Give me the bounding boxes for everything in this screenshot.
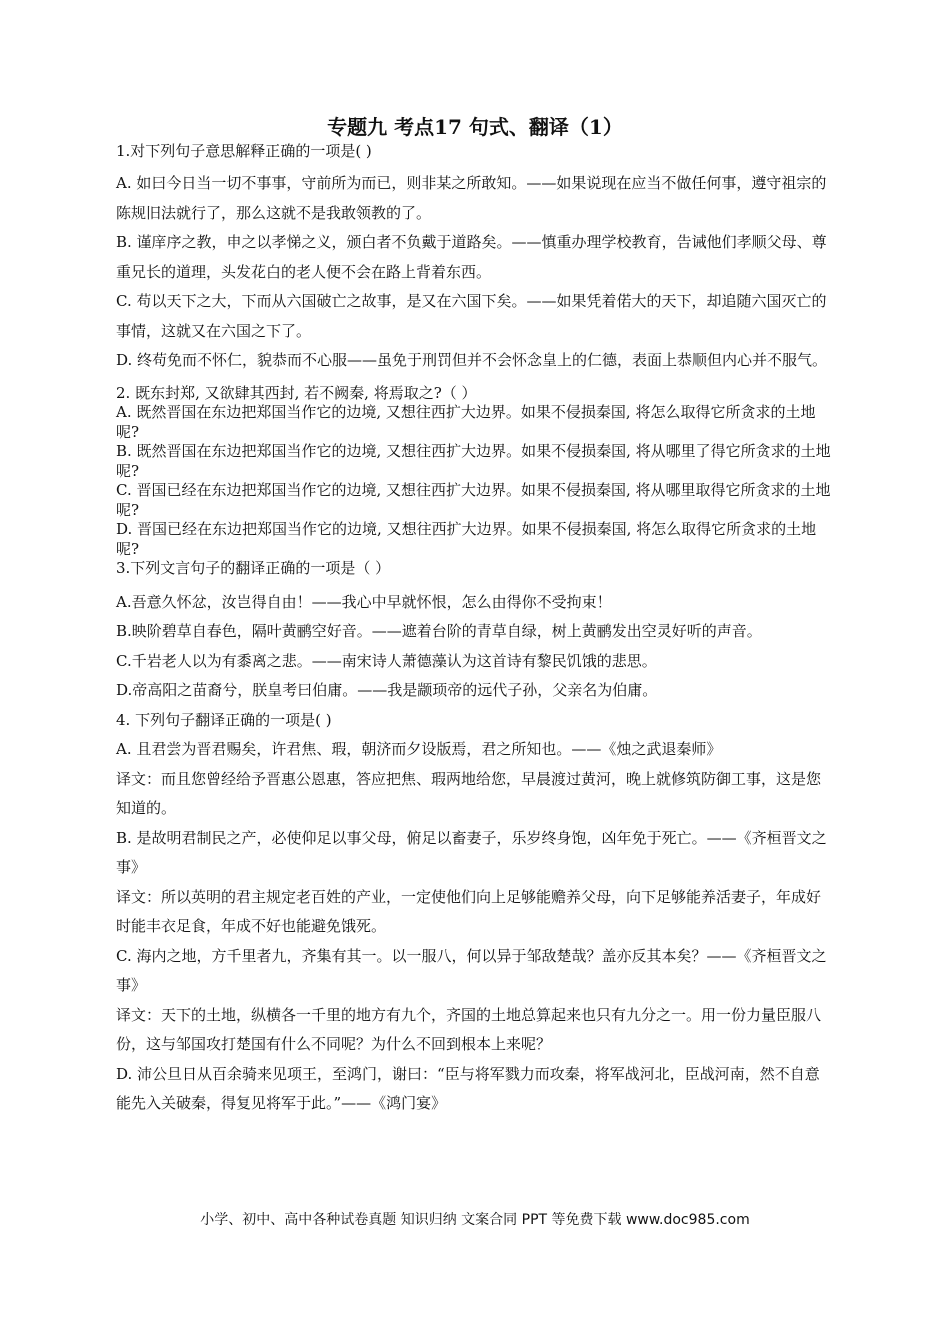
question-2-option-d: D. 晋国已经在东边把郑国当作它的边境, 又想往西扩大边界。如果不侵损秦国, 将怎么取得它所贪求的土地呢? [116, 520, 817, 558]
question-4-option-a: A. 且君尝为晋君赐矣，许君焦、瑕，朝济而夕设版焉，君之所知也。——《烛之武退秦师》 [116, 740, 722, 758]
page-title: 专题九 考点17 句式、翻译（1） [327, 115, 623, 139]
question-2-option-a: A. 既然晋国在东边把郑国当作它的边境, 又想往西扩大边界。如果不侵损秦国, 将怎么取得它所贪求的土地呢? [116, 403, 816, 441]
question-4-option-b-translation: 译文：所以英明的君主规定老百姓的产业，一定使他们向上足够能赡养父母，向下足够能养活妻子，年成好时能丰衣足食，年成不好也能避免饿死。 [116, 887, 822, 935]
question-content [116, 141, 832, 1119]
question-1-option-a: A. 如曰今日当一切不事事，守前所为而已，则非某之所敢知。——如果说现在应当不做任何事，遵守祖宗的陈规旧法就行了，那么这就不是我敢领教的了。 [116, 174, 827, 222]
question-1-option-c: C. 苟以天下之大，下而从六国破亡之故事，是又在六国下矣。——如果凭着偌大的天下，却追随六国灭亡的事情，这就又在六国之下了。 [116, 292, 827, 340]
question-4-option-c: C. 海内之地，方千里者九，齐集有其一。以一服八，何以异于邹敌楚哉？盖亦反其本矣？——《齐桓晋文之事》 [116, 946, 827, 994]
question-4-option-b: B. 是故明君制民之产，必使仰足以事父母，俯足以畜妻子，乐岁终身饱，凶年免于死亡。——《齐桓晋文之事》 [116, 828, 827, 876]
question-4-option-a-translation: 译文：而且您曾经给予晋惠公恩惠，答应把焦、瑕两地给您，早晨渡过黄河，晚上就修筑防御工事，这是您知道的。 [116, 769, 822, 817]
question-3-option-a: A.吾意久怀忿，汝岂得自由！——我心中早就怀恨，怎么由得你不受拘束！ [116, 592, 612, 611]
question-3-option-c: C.千岩老人以为有黍离之悲。——南宋诗人萧德藻认为这首诗有黎民饥饿的悲思。 [116, 651, 657, 670]
question-2-option-c: C. 晋国已经在东边把郑国当作它的边境, 又想往西扩大边界。如果不侵损秦国, 将从哪里取得它所贪求的土地呢? [116, 481, 831, 519]
page-footer: 小学、初中、高中各种试卷真题 知识归纳 文案合同 PPT 等免费下载 www.doc985.com [200, 1212, 750, 1228]
question-2-option-b: B. 既然晋国在东边把郑国当作它的边境, 又想往西扩大边界。如果不侵损秦国, 将从哪里了得它所贪求的土地呢? [116, 442, 831, 480]
question-3-stem: 3.下列文言句子的翻译正确的一项是（ ） [116, 559, 391, 577]
question-1-stem: 1.对下列句子意思解释正确的一项是( ) [116, 142, 372, 160]
question-4-option-c-translation: 译文：天下的土地，纵横各一千里的地方有九个，齐国的土地总算起来也只有九分之一。用一份力量臣服八份，这与邹国攻打楚国有什么不同呢？为什么不回到根本上来呢？ [116, 1005, 822, 1053]
question-4-option-d: D. 沛公旦日从百余骑来见项王，至鸿门，谢曰：“臣与将军戮力而攻秦，将军战河北，臣战河南，然不自意能先入关破秦，得复见将军于此。”——《鸿门宴》 [116, 1064, 820, 1112]
question-3-option-b: B.映阶碧草自春色，隔叶黄鹂空好音。——遮着台阶的青草自绿，树上黄鹂发出空灵好听的声音。 [116, 622, 762, 640]
question-2-stem: 2. 既东封郑, 又欲肆其西封, 若不阙秦, 将焉取之?（ ） [116, 383, 477, 402]
question-1-option-d: D. 终苟免而不怀仁，貌恭而不心服——虽免于刑罚但并不会怀念皇上的仁德，表面上恭顺但内心并不服气。 [116, 351, 828, 369]
question-4-stem: 4. 下列句子翻译正确的一项是( ) [116, 710, 332, 729]
question-3-option-d: D.帝高阳之苗裔兮，朕皇考曰伯庸。——我是颛顼帝的远代子孙，父亲名为伯庸。 [116, 681, 658, 699]
question-1-option-b: B. 谨庠序之教，申之以孝悌之义，颁白者不负戴于道路矣。——慎重办理学校教育，告诫他们孝顺父母、尊重兄长的道理，头发花白的老人便不会在路上背着东西。 [116, 233, 827, 281]
